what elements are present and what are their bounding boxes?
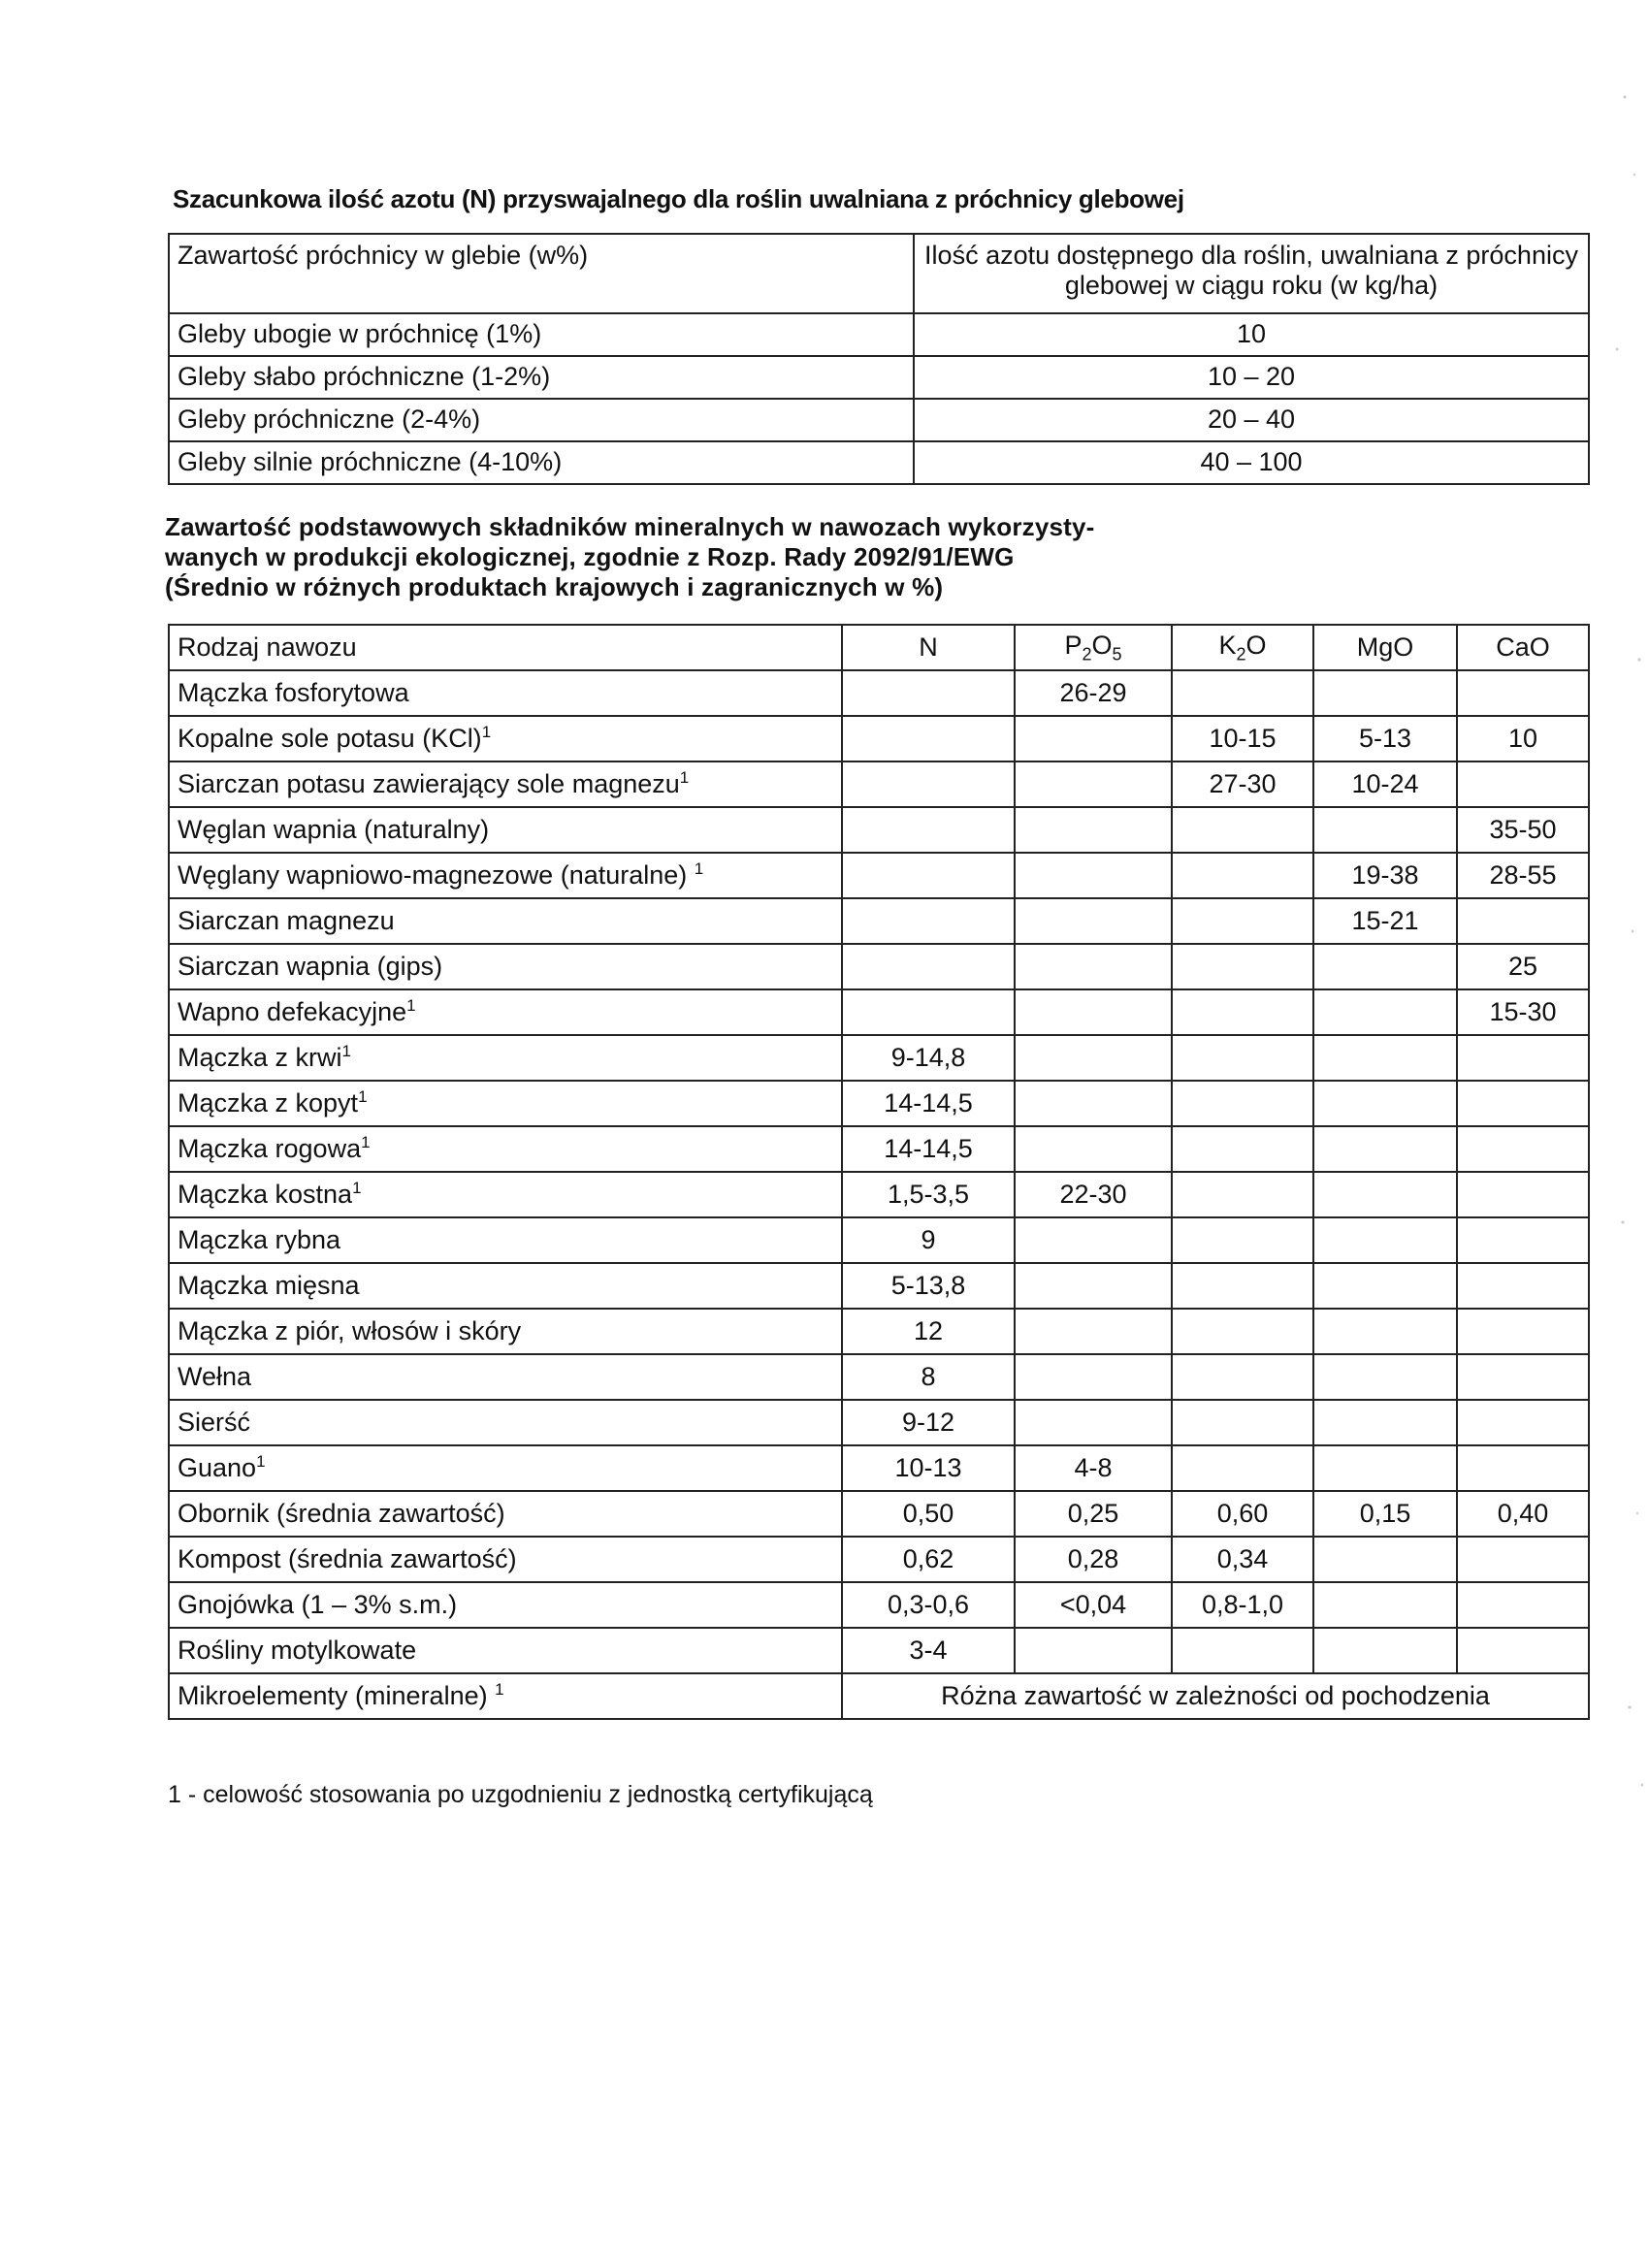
cell-ca	[1457, 1081, 1589, 1126]
cell-ca	[1457, 1354, 1589, 1400]
fertilizer-name: Siarczan wapnia (gips)	[169, 944, 842, 989]
fertilizer-name: Mączka rybna	[169, 1217, 842, 1263]
header-nitrogen-amount: Ilość azotu dostępnego dla roślin, uwalniana z próchnicy glebowej w ciągu roku (w kg/ha)	[914, 234, 1589, 313]
cell-ca	[1457, 670, 1589, 716]
fertilizer-minerals-table	[168, 624, 1590, 1720]
cell-mg: 5-13	[1313, 716, 1457, 761]
cell-n: 9-12	[842, 1400, 1015, 1445]
cell-mg	[1313, 1035, 1457, 1081]
cell-k	[1172, 944, 1313, 989]
soil-type: Gleby słabo próchniczne (1-2%)	[169, 356, 914, 399]
cell-k	[1172, 1217, 1313, 1263]
fertilizer-name: Węglany wapniowo-magnezowe (naturalne) $^1$	[169, 853, 842, 898]
table-row	[169, 441, 1589, 484]
cell-merged-note: Różna zawartość w zależności od pochodzenia	[842, 1673, 1589, 1719]
cell-ca: 28-55	[1457, 853, 1589, 898]
table-row	[169, 898, 1589, 944]
cell-k	[1172, 1354, 1313, 1400]
cell-ca	[1457, 1309, 1589, 1354]
cell-mg	[1313, 1582, 1457, 1628]
cell-ca	[1457, 1445, 1589, 1491]
cell-ca	[1457, 1263, 1589, 1309]
cell-n: 12	[842, 1309, 1015, 1354]
cell-n	[842, 944, 1015, 989]
cell-ca	[1457, 1217, 1589, 1263]
fertilizer-name: Mączka z kopyt$^1$	[169, 1081, 842, 1126]
cell-n: 1,5-3,5	[842, 1172, 1015, 1217]
cell-ca	[1457, 898, 1589, 944]
cell-p	[1015, 1354, 1172, 1400]
fertilizer-name: Obornik (średnia zawartość)	[169, 1491, 842, 1537]
soil-type: Gleby próchniczne (2-4%)	[169, 399, 914, 441]
table-row	[169, 399, 1589, 441]
cell-mg	[1313, 670, 1457, 716]
cell-ca: 35-50	[1457, 807, 1589, 853]
cell-n: 0,3-0,6	[842, 1582, 1015, 1628]
fertilizer-name: Kompost (średnia zawartość)	[169, 1537, 842, 1582]
cell-p: <0,04	[1015, 1582, 1172, 1628]
cell-ca: 10	[1457, 716, 1589, 761]
nitrogen-value: 20 – 40	[914, 399, 1589, 441]
cell-n: 5-13,8	[842, 1263, 1015, 1309]
table-row	[169, 1263, 1589, 1309]
table-row	[169, 989, 1589, 1035]
header-fertilizer-type: Rodzaj nawozu	[169, 625, 842, 670]
cell-k: 27-30	[1172, 761, 1313, 807]
table-row	[169, 1491, 1589, 1537]
cell-n: 9-14,8	[842, 1035, 1015, 1081]
fertilizer-name: Siarczan magnezu	[169, 898, 842, 944]
cell-n	[842, 761, 1015, 807]
cell-p: 4-8	[1015, 1445, 1172, 1491]
fertilizer-name: Guano$^1$	[169, 1445, 842, 1491]
table-row	[169, 1309, 1589, 1354]
fertilizer-name: Mączka rogowa$^1$	[169, 1126, 842, 1172]
fertilizer-name: Mączka mięsna	[169, 1263, 842, 1309]
cell-mg	[1313, 1400, 1457, 1445]
cell-ca: 15-30	[1457, 989, 1589, 1035]
cell-n: 0,50	[842, 1491, 1015, 1537]
fertilizer-name: Mikroelementy (mineralne) $^1$	[169, 1673, 842, 1719]
table-row	[169, 313, 1589, 356]
cell-n: 10-13	[842, 1445, 1015, 1491]
fertilizer-name: Siarczan potasu zawierający sole magnezu$^1$	[169, 761, 842, 807]
scan-noise	[1605, 58, 1649, 1833]
cell-p	[1015, 944, 1172, 989]
cell-mg	[1313, 1354, 1457, 1400]
cell-n: 3-4	[842, 1628, 1015, 1673]
fertilizer-name: Rośliny motylkowate	[169, 1628, 842, 1673]
cell-p	[1015, 1081, 1172, 1126]
table-row	[169, 1126, 1589, 1172]
fertilizer-name: Sierść	[169, 1400, 842, 1445]
table-row	[169, 1354, 1589, 1400]
cell-mg: 15-21	[1313, 898, 1457, 944]
cell-p	[1015, 1628, 1172, 1673]
cell-p	[1015, 716, 1172, 761]
table-row	[169, 1035, 1589, 1081]
cell-p	[1015, 1217, 1172, 1263]
cell-k	[1172, 853, 1313, 898]
table-row	[169, 716, 1589, 761]
cell-n	[842, 670, 1015, 716]
cell-k	[1172, 807, 1313, 853]
cell-mg	[1313, 1537, 1457, 1582]
header-p2o5: $P_2O_5$	[1015, 625, 1172, 670]
cell-k: 0,60	[1172, 1491, 1313, 1537]
cell-k: 0,34	[1172, 1537, 1313, 1582]
cell-p	[1015, 853, 1172, 898]
cell-p	[1015, 807, 1172, 853]
fertilizer-name: Mączka z krwi$^1$	[169, 1035, 842, 1081]
table-row	[169, 853, 1589, 898]
cell-k	[1172, 898, 1313, 944]
cell-k	[1172, 1081, 1313, 1126]
fertilizer-name: Gnojówka (1 – 3% s.m.)	[169, 1582, 842, 1628]
cell-n	[842, 807, 1015, 853]
cell-k	[1172, 1445, 1313, 1491]
header-n: N	[842, 625, 1015, 670]
nitrogen-value: 10	[914, 313, 1589, 356]
table1-title: Szacunkowa ilość azotu (N) przyswajalnego dla roślin uwalniana z próchnicy glebowej	[173, 184, 1184, 213]
cell-n: 8	[842, 1354, 1015, 1400]
table-row	[169, 670, 1589, 716]
cell-mg	[1313, 1126, 1457, 1172]
fertilizer-name: Wełna	[169, 1354, 842, 1400]
table-row	[169, 1673, 1589, 1719]
cell-ca	[1457, 1126, 1589, 1172]
cell-k	[1172, 1628, 1313, 1673]
cell-p	[1015, 1035, 1172, 1081]
fertilizer-name: Mączka kostna$^1$	[169, 1172, 842, 1217]
header-k2o: $K_2O$	[1172, 625, 1313, 670]
table2-header-row	[169, 625, 1589, 670]
cell-n: 14-14,5	[842, 1126, 1015, 1172]
table-row	[169, 1445, 1589, 1491]
cell-mg	[1313, 1263, 1457, 1309]
table2-title-line: Zawartość podstawowych składników mineralnych w nawozach wykorzysty-	[165, 512, 1095, 541]
cell-ca	[1457, 1035, 1589, 1081]
cell-k	[1172, 989, 1313, 1035]
table-row	[169, 944, 1589, 989]
cell-k	[1172, 1309, 1313, 1354]
table2-title-line: (Średnio w różnych produktach krajowych i zagranicznych w %)	[165, 572, 944, 601]
soil-type: Gleby silnie próchniczne (4-10%)	[169, 441, 914, 484]
fertilizer-name: Wapno defekacyjne$^1$	[169, 989, 842, 1035]
cell-ca	[1457, 1537, 1589, 1582]
table2-title-line: wanych w produkcji ekologicznej, zgodnie z Rozp. Rady 2092/91/EWG	[165, 542, 1015, 571]
cell-p: 22-30	[1015, 1172, 1172, 1217]
cell-ca: 25	[1457, 944, 1589, 989]
cell-p: 0,28	[1015, 1537, 1172, 1582]
cell-n: 14-14,5	[842, 1081, 1015, 1126]
table2-title	[165, 512, 1329, 602]
cell-k	[1172, 1126, 1313, 1172]
cell-k	[1172, 670, 1313, 716]
cell-ca: 0,40	[1457, 1491, 1589, 1537]
cell-p: 26-29	[1015, 670, 1172, 716]
table-row	[169, 1217, 1589, 1263]
table-row	[169, 1537, 1589, 1582]
cell-n: 0,62	[842, 1537, 1015, 1582]
cell-k: 10-15	[1172, 716, 1313, 761]
table-row	[169, 807, 1589, 853]
cell-mg	[1313, 1628, 1457, 1673]
table-row	[169, 1400, 1589, 1445]
cell-n: 9	[842, 1217, 1015, 1263]
cell-mg	[1313, 1172, 1457, 1217]
table-row	[169, 1582, 1589, 1628]
table1-header-row	[169, 234, 1589, 313]
fertilizer-name: Mączka fosforytowa	[169, 670, 842, 716]
cell-ca	[1457, 1582, 1589, 1628]
cell-p	[1015, 1126, 1172, 1172]
table-row	[169, 1081, 1589, 1126]
nitrogen-value: 10 – 20	[914, 356, 1589, 399]
cell-mg	[1313, 1217, 1457, 1263]
cell-mg: 10-24	[1313, 761, 1457, 807]
soil-type: Gleby ubogie w próchnicę (1%)	[169, 313, 914, 356]
cell-n	[842, 989, 1015, 1035]
header-cao: CaO	[1457, 625, 1589, 670]
cell-n	[842, 853, 1015, 898]
footnote: 1 - celowość stosowania po uzgodnieniu z jednostką certyfikującą	[168, 1781, 873, 1808]
cell-k	[1172, 1035, 1313, 1081]
fertilizer-name: Kopalne sole potasu (KCl)$^1$	[169, 716, 842, 761]
cell-ca	[1457, 761, 1589, 807]
cell-p	[1015, 1309, 1172, 1354]
table-row	[169, 356, 1589, 399]
fertilizer-name: Mączka z piór, włosów i skóry	[169, 1309, 842, 1354]
cell-mg: 0,15	[1313, 1491, 1457, 1537]
fertilizer-name: Węglan wapnia (naturalny)	[169, 807, 842, 853]
cell-p	[1015, 1400, 1172, 1445]
cell-k	[1172, 1172, 1313, 1217]
cell-mg	[1313, 1309, 1457, 1354]
nitrogen-value: 40 – 100	[914, 441, 1589, 484]
humus-nitrogen-table	[168, 233, 1590, 485]
cell-mg	[1313, 807, 1457, 853]
cell-k	[1172, 1263, 1313, 1309]
cell-ca	[1457, 1400, 1589, 1445]
cell-n	[842, 716, 1015, 761]
cell-mg: 19-38	[1313, 853, 1457, 898]
table-row	[169, 761, 1589, 807]
cell-ca	[1457, 1172, 1589, 1217]
cell-k	[1172, 1400, 1313, 1445]
cell-mg	[1313, 989, 1457, 1035]
cell-ca	[1457, 1628, 1589, 1673]
cell-mg	[1313, 1445, 1457, 1491]
cell-p	[1015, 761, 1172, 807]
cell-p: 0,25	[1015, 1491, 1172, 1537]
cell-n	[842, 898, 1015, 944]
header-humus-content: Zawartość próchnicy w glebie (w%)	[169, 234, 914, 313]
cell-k: 0,8-1,0	[1172, 1582, 1313, 1628]
table-row	[169, 1628, 1589, 1673]
cell-p	[1015, 989, 1172, 1035]
cell-p	[1015, 898, 1172, 944]
cell-p	[1015, 1263, 1172, 1309]
cell-mg	[1313, 1081, 1457, 1126]
table-row	[169, 1172, 1589, 1217]
header-mgo: MgO	[1313, 625, 1457, 670]
cell-mg	[1313, 944, 1457, 989]
